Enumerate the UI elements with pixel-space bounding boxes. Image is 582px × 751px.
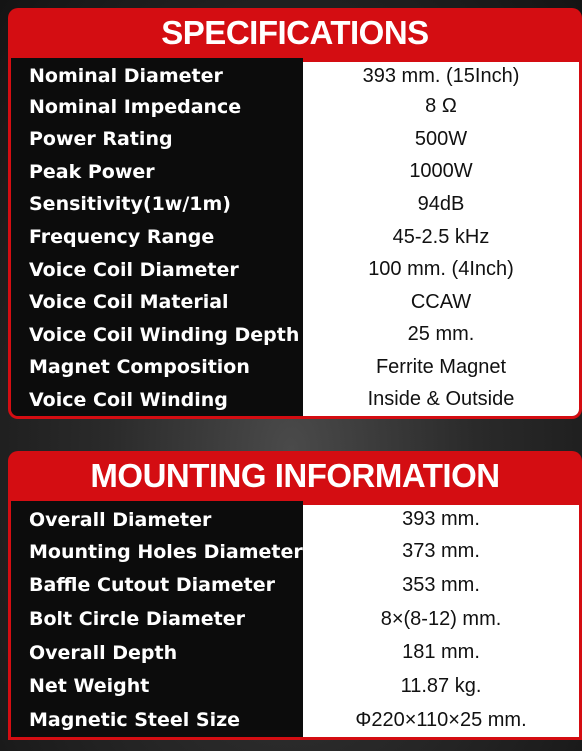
spec-label: Sensitivity(1w/1m) — [11, 188, 303, 221]
spec-label: Voice Coil Winding — [11, 383, 303, 416]
spec-label: Nominal Impedance — [11, 91, 303, 124]
spec-value: 25 mm. — [303, 318, 579, 351]
mount-label: Mounting Holes Diameter — [11, 535, 303, 569]
spec-value: CCAW — [303, 286, 579, 319]
mount-value: 393 mm. — [303, 501, 579, 535]
spec-label: Voice Coil Winding Depth — [11, 318, 303, 351]
spec-row — [11, 221, 579, 254]
mounting-section — [8, 451, 582, 740]
spec-value: 8 Ω — [303, 91, 579, 124]
spec-row — [11, 318, 579, 351]
spec-row — [11, 91, 579, 124]
specifications-table — [8, 58, 582, 419]
mount-label: Overall Depth — [11, 636, 303, 670]
spec-label: Voice Coil Material — [11, 286, 303, 319]
mount-row — [11, 670, 579, 704]
spec-value: 1000W — [303, 156, 579, 189]
spec-label: Peak Power — [11, 156, 303, 189]
mount-row — [11, 568, 579, 602]
spec-value: 100 mm. (4Inch) — [303, 253, 579, 286]
spec-row — [11, 383, 579, 416]
mount-value: Φ220×110×25 mm. — [303, 703, 579, 737]
mounting-title: MOUNTING INFORMATION — [8, 451, 582, 501]
spec-value: 500W — [303, 123, 579, 156]
spec-label: Voice Coil Diameter — [11, 253, 303, 286]
spec-row — [11, 286, 579, 319]
spec-row — [11, 351, 579, 384]
mounting-table — [8, 501, 582, 740]
spec-label: Nominal Diameter — [11, 58, 303, 91]
spec-row — [11, 188, 579, 221]
specifications-section — [8, 8, 582, 419]
mount-label: Bolt Circle Diameter — [11, 602, 303, 636]
mount-row — [11, 636, 579, 670]
specifications-title: SPECIFICATIONS — [8, 8, 582, 58]
mount-row — [11, 602, 579, 636]
spec-label: Frequency Range — [11, 221, 303, 254]
spec-label: Power Rating — [11, 123, 303, 156]
mount-row — [11, 703, 579, 737]
mount-label: Baffle Cutout Diameter — [11, 568, 303, 602]
mount-value: 181 mm. — [303, 636, 579, 670]
mount-value: 8×(8-12) mm. — [303, 602, 579, 636]
spec-value: 45-2.5 kHz — [303, 221, 579, 254]
mount-value: 353 mm. — [303, 568, 579, 602]
mount-value: 11.87 kg. — [303, 670, 579, 704]
mount-row — [11, 535, 579, 569]
spec-row — [11, 123, 579, 156]
spec-value: Ferrite Magnet — [303, 351, 579, 384]
mount-label: Net Weight — [11, 670, 303, 704]
spec-label: Magnet Composition — [11, 351, 303, 384]
mount-label: Magnetic Steel Size — [11, 703, 303, 737]
spec-row — [11, 253, 579, 286]
spec-row — [11, 156, 579, 189]
mount-label: Overall Diameter — [11, 501, 303, 535]
spec-value: 393 mm. (15Inch) — [303, 58, 579, 91]
mount-value: 373 mm. — [303, 535, 579, 569]
mount-row — [11, 501, 579, 535]
spec-value: 94dB — [303, 188, 579, 221]
spec-value: Inside & Outside — [303, 383, 579, 416]
spec-row — [11, 58, 579, 91]
